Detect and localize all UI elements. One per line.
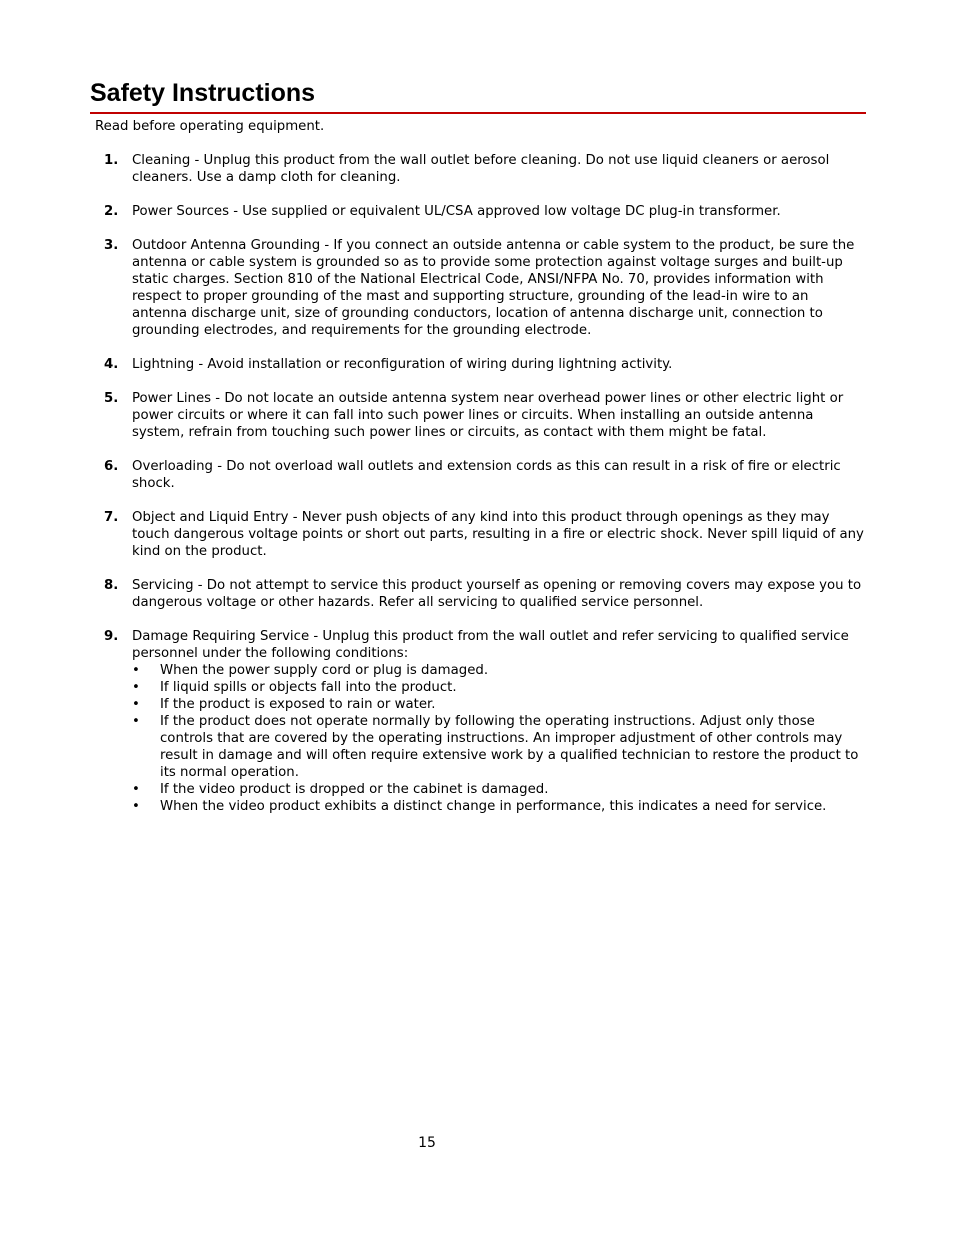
bullet-text: If the product is exposed to rain or water. bbox=[160, 697, 436, 712]
page-subtitle: Read before operating equipment. bbox=[95, 119, 325, 134]
bullet-text: When the power supply cord or plug is damaged. bbox=[160, 663, 489, 678]
bullet-item bbox=[132, 679, 866, 696]
item-text: Cleaning - Unplug this product from the wall outlet before cleaning. Do not use liquid cleaners or aerosol cleaners. Use a damp cloth for cleaning. bbox=[132, 153, 830, 185]
item-number: 2. bbox=[104, 204, 119, 219]
list-item bbox=[90, 458, 866, 492]
item-number: 6. bbox=[104, 459, 119, 474]
bullet-text: If the product does not operate normally by following the operating instructions. Adjust only those controls that are covered by the operating instructions. An improper adjustment of other controls may result in damage and will often require extensive work by a qualified technician to restore the product to its normal operation. bbox=[160, 714, 859, 780]
list-item bbox=[90, 152, 866, 186]
item-text: Servicing - Do not attempt to service this product yourself as opening or removing covers may expose you to dangerous voltage or other hazards. Refer all servicing to qualified service personnel. bbox=[132, 578, 862, 610]
bullet-icon: • bbox=[132, 680, 140, 695]
item-text: Overloading - Do not overload wall outlets and extension cords as this can result in a risk of fire or electric shock. bbox=[132, 459, 841, 491]
page-title: Safety Instructions bbox=[90, 76, 866, 114]
item-number: 9. bbox=[104, 629, 119, 644]
list-item bbox=[90, 390, 866, 441]
bullet-text: If liquid spills or objects fall into the product. bbox=[160, 680, 457, 695]
item-text: Power Sources - Use supplied or equivalent UL/CSA approved low voltage DC plug-in transformer. bbox=[132, 204, 781, 219]
bullet-icon: • bbox=[132, 782, 140, 797]
item-number: 7. bbox=[104, 510, 119, 525]
item-text: Power Lines - Do not locate an outside antenna system near overhead power lines or other electric light or power circuits or where it can fall into such power lines or circuits. When installing an outside antenna system, refrain from touching such power lines or circuits, as contact with them might be fatal. bbox=[132, 391, 844, 440]
list-item bbox=[90, 237, 866, 339]
safety-instructions-list bbox=[90, 152, 866, 832]
list-item bbox=[90, 577, 866, 611]
item-number: 5. bbox=[104, 391, 119, 406]
page-number: 15 bbox=[418, 1135, 436, 1151]
bullet-item bbox=[132, 696, 866, 713]
item-text: Damage Requiring Service - Unplug this product from the wall outlet and refer servicing to qualified service personnel under the following conditions: bbox=[132, 629, 849, 661]
bullet-item bbox=[132, 798, 866, 815]
bullet-icon: • bbox=[132, 663, 140, 678]
bullet-icon: • bbox=[132, 799, 140, 814]
list-item bbox=[90, 356, 866, 373]
bullet-item bbox=[132, 662, 866, 679]
bullet-text: When the video product exhibits a distinct change in performance, this indicates a need for service. bbox=[160, 799, 827, 814]
item-number: 8. bbox=[104, 578, 119, 593]
conditions-bullet-list bbox=[132, 662, 866, 815]
item-text: Object and Liquid Entry - Never push objects of any kind into this product through openings as they may touch dangerous voltage points or short out parts, resulting in a fire or electric shock. Never spill liquid of any kind on the product. bbox=[132, 510, 864, 559]
bullet-text: If the video product is dropped or the cabinet is damaged. bbox=[160, 782, 549, 797]
list-item bbox=[90, 203, 866, 220]
item-number: 3. bbox=[104, 238, 119, 253]
item-number: 4. bbox=[104, 357, 119, 372]
bullet-item bbox=[132, 713, 866, 781]
list-item bbox=[90, 509, 866, 560]
bullet-item bbox=[132, 781, 866, 798]
bullet-icon: • bbox=[132, 697, 140, 712]
list-item bbox=[90, 628, 866, 815]
item-number: 1. bbox=[104, 153, 119, 168]
item-text: Lightning - Avoid installation or reconfiguration of wiring during lightning activity. bbox=[132, 357, 673, 372]
bullet-icon: • bbox=[132, 714, 140, 729]
item-text: Outdoor Antenna Grounding - If you connect an outside antenna or cable system to the product, be sure the antenna or cable system is grounded so as to provide some protection against voltage surges and built-up static charges. Section 810 of the National Electrical Code, ANSI/NFPA No. 70, provides information with respect to proper grounding of the mast and supporting structure, grounding of the lead-in wire to an antenna discharge unit, size of grounding conductors, location of antenna discharge unit, connection to grounding electrodes, and requirements for the grounding electrode. bbox=[132, 238, 855, 338]
